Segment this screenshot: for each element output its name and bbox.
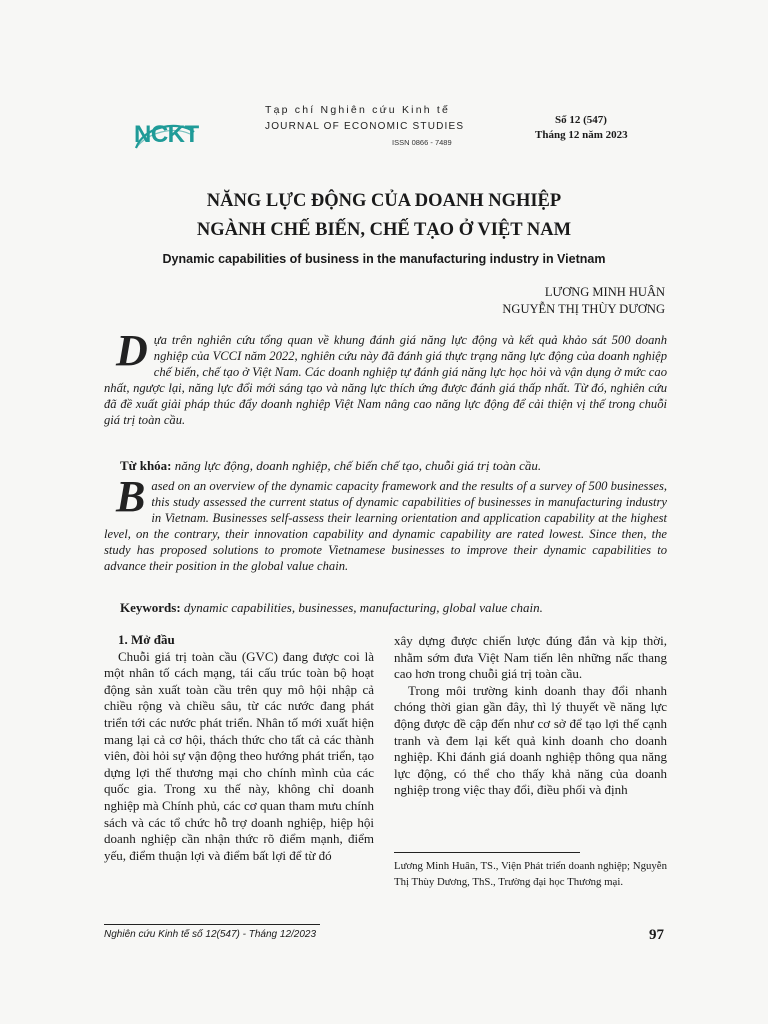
abstract-vn-text: ựa trên nghiên cứu tổng quan về khung đánh giá năng lực động và kết quả khảo sát 500 doanh nghiệp của VCCI năm 2022, nghiên cứu này đã đánh giá thực trạng năng lực động của doanh nghiệp chế biến, chế tạo ở Việt Nam. Các doanh nghiệp tự đánh giá năng lực học hỏi và vận dụng ở mức cao nhất, ngược lại, năng lực đổi mới sáng tạo và năng lực thích ứng được đánh giá thấp nhất. Từ đó, nghiên cứu đã đề xuất giải pháp thúc đẩy doanh nghiệp Việt Nam nâng cao năng lực động để cải thiện vị thế trong chuỗi giá trị toàn cầu. — [104, 333, 667, 427]
footnote-divider — [394, 852, 580, 853]
keywords-vn — [120, 458, 541, 474]
abstract-en — [104, 472, 667, 574]
body-paragraph: xây dựng được chiến lược đúng đắn và kịp thời, nhằm sớm đưa Việt Nam tiến lên những nấc thang cao hơn trong chuỗi giá trị toàn cầu. — [394, 633, 667, 682]
keywords-en — [120, 600, 543, 616]
journal-name-en: JOURNAL OF ECONOMIC STUDIES — [265, 121, 465, 132]
article-title-line2: NGÀNH CHẾ BIẾN, CHẾ TẠO Ở VIỆT NAM — [196, 220, 572, 240]
section-heading: 1. Mở đầu — [118, 632, 175, 647]
keywords-text: năng lực động, doanh nghiệp, chế biến chế tạo, chuỗi giá trị toàn cầu. — [174, 458, 542, 473]
body-column-left — [104, 632, 374, 864]
author-2: NGUYỄN THỊ THÙY DƯƠNG — [502, 302, 665, 316]
author-1: LƯƠNG MINH HUÂN — [544, 285, 665, 299]
body-column-right — [394, 633, 667, 799]
body-paragraph: Trong môi trường kinh doanh thay đổi nhanh chóng thời gian gần đây, thì lý thuyết về năng lực động được đề cập đến như cơ sở để tạo lợi thế cạnh tranh và đem lại kết quả kinh doanh cho doanh nghiệp. Khi đánh giá doanh nghiệp thông qua năng lực động, có thể cho thấy khả năng của doanh nghiệp trong việc thay đổi, điều phối và định — [394, 682, 667, 798]
abstract-en-text: ased on an overview of the dynamic capacity framework and the results of a survey of 500 businesses, this study assessed the current status of dynamic capabilities of businesses in manufacturing industry in Vietnam. Businesses self-assess their learning orientation and application capability at the highest level, on the contrary, their innovation capability and dynamic capability are rated lowest. Since then, the study has proposed solutions to promote Vietnamese businesses to improve their dynamic capabilities to advance their position in the global value chain. — [104, 479, 667, 573]
issue-date: Tháng 12 năm 2023 — [535, 129, 628, 141]
issue-number: Số 12 (547) — [555, 114, 607, 126]
footer-divider — [104, 924, 320, 925]
abstract-vn — [104, 326, 667, 428]
journal-name-vn: Tạp chí Nghiên cứu Kinh tế — [265, 104, 451, 116]
article-title-line1: NĂNG LỰC ĐỘNG CỦA DOANH NGHIỆP — [206, 191, 562, 211]
author-footnote: Lương Minh Huân, TS., Viện Phát triển doanh nghiệp; Nguyễn Thị Thùy Dương, ThS., Trường đại học Thương mại. — [394, 860, 667, 888]
logo-text: NCKT — [134, 121, 199, 148]
issn: ISSN 0866 - 7489 — [392, 138, 452, 147]
body-paragraph: Chuỗi giá trị toàn cầu (GVC) đang được coi là một nhân tố cách mạng, tái cấu trúc toàn bộ hoạt động sản xuất toàn cầu trên quy mô hội nhập cả chiều rộng và chiều sâu, từ các nước đang phát triển tới các nước phát triển. Nhân tố mới xuất hiện mang lại cả cơ hội, thách thức cho tất cả các thành viên, đòi hỏi sự vận động theo hướng phát triển, tạo dựng lợi thế thương mại cho chính mình của các quốc gia. Trong xu thế này, không chỉ doanh nghiệp mà Chính phủ, các cơ quan tham mưu chính sách và các tổ chức hỗ trợ doanh nghiệp, hiệp hội doanh nghiệp cần nhận thức rõ điểm mạnh, điểm yếu, điểm thuận lợi và điểm bất lợi để từ đó — [104, 648, 374, 863]
keywords-text: dynamic capabilities, businesses, manufacturing, global value chain. — [183, 600, 543, 615]
dropcap: B — [116, 472, 146, 521]
keywords-label: Từ khóa: — [120, 458, 172, 473]
dropcap: D — [116, 326, 148, 375]
footer-journal-issue: Nghiên cứu Kinh tế số 12(547) - Tháng 12/2023 — [104, 929, 317, 940]
page-number: 97 — [649, 927, 664, 943]
keywords-label: Keywords: — [120, 600, 181, 615]
article-title-en: Dynamic capabilities of business in the manufacturing industry in Vietnam — [162, 252, 606, 266]
